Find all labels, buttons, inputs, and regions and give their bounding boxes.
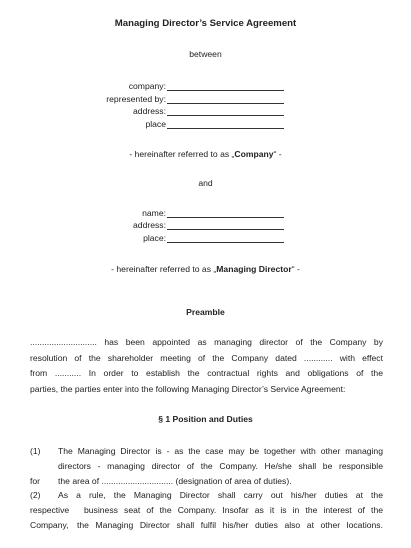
- preamble-line: parties, the parties enter into the following Managing Director’s Service Agreement:: [30, 383, 346, 394]
- md-place-field[interactable]: [60, 233, 166, 245]
- company-field[interactable]: [60, 81, 166, 93]
- company-label: company:: [128, 81, 166, 91]
- md-hereinafter-suffix: “ -: [291, 264, 300, 274]
- preamble-line: ............................ has been appointed as managing director of the Company by: [30, 337, 383, 347]
- item-2-line-3-prefix: Company,: [30, 520, 69, 530]
- represented-by-line[interactable]: [167, 103, 284, 104]
- md-address-field[interactable]: [60, 220, 166, 232]
- md-address-label: address:: [133, 220, 166, 230]
- item-1-line-2: directors - managing director of the Company. He/she shall be responsible: [58, 461, 383, 471]
- preamble-heading: Preamble: [186, 307, 225, 317]
- item-2-line-3: the Managing Director shall fulfil his/her duties also at other locations.: [77, 520, 383, 530]
- item-1-line-3: the area of .............................. (designation of area of duties).: [58, 476, 292, 486]
- item-1-number: (1): [30, 446, 41, 456]
- between-text: between: [189, 49, 222, 59]
- md-address-line[interactable]: [167, 229, 284, 230]
- place-label: place: [145, 119, 166, 129]
- preamble-line: from ........... In order to establish the contractual rights and obligations of the: [30, 368, 383, 379]
- address-label: address:: [133, 106, 166, 116]
- address-line[interactable]: [167, 115, 284, 116]
- section-1-heading: § 1 Position and Duties: [158, 414, 253, 424]
- item-2-number: (2): [30, 490, 41, 500]
- item-1-line-3-prefix: for: [30, 476, 41, 486]
- item-1-line-1: The Managing Director is - as the case may be together with other managing: [58, 446, 383, 456]
- place-field[interactable]: [60, 119, 166, 131]
- place-line[interactable]: [167, 128, 284, 129]
- company-hereinafter: [0, 149, 411, 159]
- company-line[interactable]: [167, 90, 284, 91]
- name-line[interactable]: [167, 217, 284, 218]
- hereinafter-prefix: - hereinafter referred to as „: [129, 149, 235, 159]
- item-2-line-2-prefix: respective: [30, 505, 70, 515]
- name-field[interactable]: [60, 208, 166, 220]
- md-place-line[interactable]: [167, 242, 284, 243]
- name-label: name:: [142, 208, 166, 218]
- and-text: and: [198, 178, 213, 188]
- represented-by-label: represented by:: [106, 94, 166, 104]
- md-hereinafter: [0, 264, 411, 274]
- item-2-line-2: business seat of the Company. Insofar as it is in the interest of the: [84, 505, 383, 515]
- company-defined-term: Company: [234, 149, 274, 159]
- md-defined-term: Managing Director: [216, 264, 292, 274]
- item-2-line-1: As a rule, the Managing Director shall carry out his/her duties at the: [58, 490, 383, 500]
- preamble-line: resolution of the shareholder meeting of the Company dated ............ with effect: [30, 352, 383, 363]
- md-hereinafter-prefix: - hereinafter referred to as „: [111, 264, 217, 274]
- represented-by-field[interactable]: [60, 94, 166, 106]
- document-title: Managing Director’s Service Agreement: [114, 18, 297, 29]
- address-field[interactable]: [60, 106, 166, 118]
- hereinafter-suffix: “ -: [273, 149, 282, 159]
- md-place-label: place:: [143, 233, 166, 243]
- preamble-paragraph: [30, 335, 383, 397]
